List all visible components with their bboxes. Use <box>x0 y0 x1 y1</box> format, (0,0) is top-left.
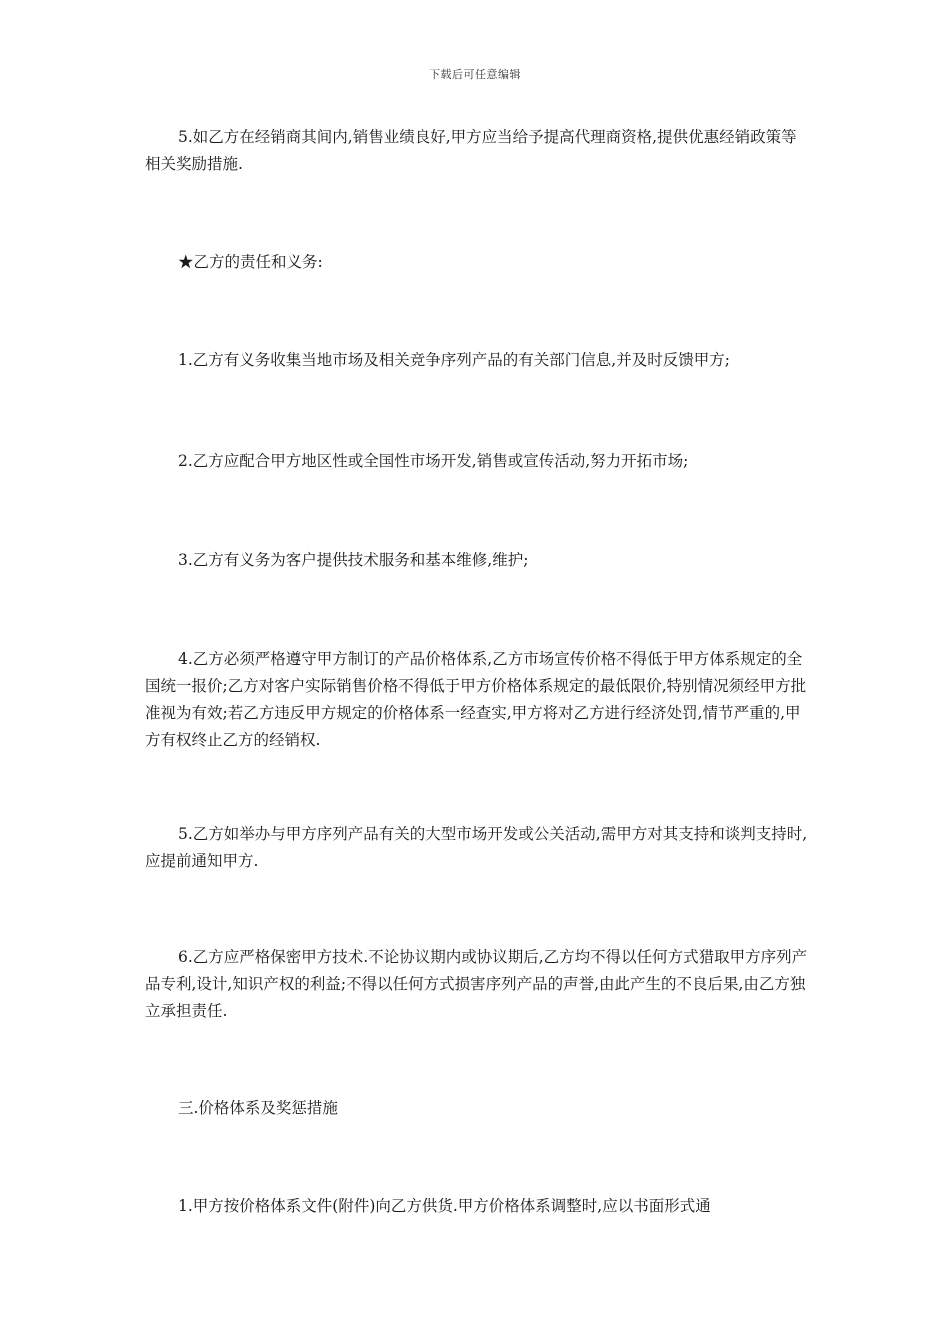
paragraph-duty-1: 1.乙方有义务收集当地市场及相关竞争序列产品的有关部门信息,并及时反馈甲方; <box>178 351 730 369</box>
paragraph-pricing-1: 1.甲方按价格体系文件(附件)向乙方供货.甲方价格体系调整时,应以书面形式通 <box>178 1197 711 1215</box>
paragraph-duty-2: 2.乙方应配合甲方地区性或全国性市场开发,销售或宣传活动,努力开拓市场; <box>178 452 689 470</box>
paragraph-duty-4: 4.乙方必须严格遵守甲方制订的产品价格体系,乙方市场宣传价格不得低于甲方体系规定的全国统一报价;乙方对客户实际销售价格不得低于甲方价格体系规定的最低限价,特别情况须经甲方批准视为有效;若乙方违反甲方规定的价格体系一经查实,甲方将对乙方进行经济处罚,情节严重的,甲方有权终止乙方的经销权. <box>145 650 807 749</box>
paragraph-duty-6: 6.乙方应严格保密甲方技术.不论协议期内或协议期后,乙方均不得以任何方式猎取甲方序列产品专利,设计,知识产权的利益;不得以任何方式损害序列产品的声誉,由此产生的不良后果,由乙方独立承担责任. <box>145 948 808 1020</box>
section-heading-pricing: 三.价格体系及奖惩措施 <box>178 1099 338 1117</box>
section-heading-party-b-duties: ★乙方的责任和义务: <box>178 253 323 271</box>
page-header: 下载后可任意编辑 <box>429 68 521 81</box>
paragraph-duty-3: 3.乙方有义务为客户提供技术服务和基本维修,维护; <box>178 551 529 569</box>
paragraph-reward-measures: 5.如乙方在经销商其间内,销售业绩良好,甲方应当给予提高代理商资格,提供优惠经销政策等相关奖励措施. <box>145 128 797 173</box>
paragraph-duty-5: 5.乙方如举办与甲方序列产品有关的大型市场开发或公关活动,需甲方对其支持和谈判支持时,应提前通知甲方. <box>145 825 808 870</box>
